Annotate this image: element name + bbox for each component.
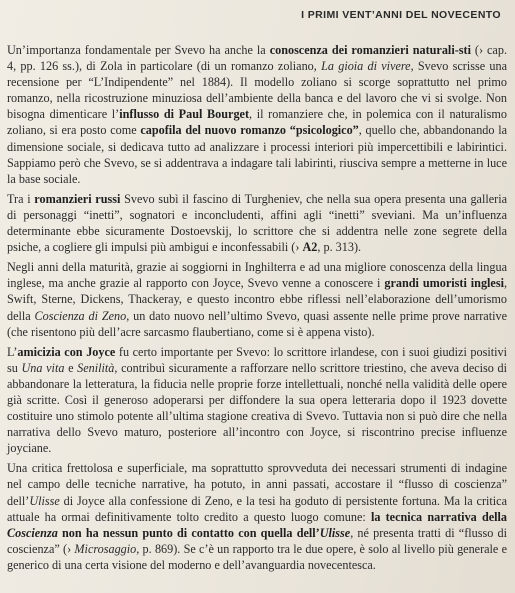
text-run: , Svevo scrisse una recensione per “L’Indipendente” nel 1884). Il modello zoliano si scorge soprattutto nel primo romanzo, nella ricostruzione minuziosa dell’ambiente della banca e del lavoro che vi si svolge. Non bisogna dimenticare l’: [7, 59, 507, 122]
text-run: , né presenta tratti di “flusso di coscienza” (›: [7, 525, 507, 556]
running-head: I PRIMI VENT’ANNI DEL NOVECENTO: [301, 9, 501, 21]
text-run: Negli anni della maturità, grazie ai soggiorni in Inghilterra e ad una migliore conoscenza della lingua inglese, ma anche grazie al rapporto con Joyce, Svevo venne a conoscere i: [7, 260, 507, 291]
italic-text: Una vita: [21, 360, 65, 375]
text-run: (› cap. 4, pp. 126 ss.), di Zola in particolare (di un romanzo zoliano,: [7, 43, 507, 74]
paragraph: [7, 42, 507, 187]
bold-text: A2: [302, 240, 318, 255]
italic-text: Senilità: [77, 360, 115, 375]
text-run: , quello che, abbandonando la dimensione sociale, si dedicava tutto ad analizzare i processi interiori più impercettibili e labirintici. Sappiamo però che Svevo, se si addentrava a indagare tali labirinti, riusciva sempre a metterne in luce la base sociale.: [7, 123, 507, 186]
text-run: fu certo importante per Svevo: lo scrittore irlandese, con i suoi giudizi positivi su: [7, 344, 507, 375]
bold-text: Ulisse: [319, 525, 351, 540]
text-run: e: [64, 360, 78, 375]
bold-text: influsso di Paul Bourget: [119, 107, 250, 122]
paragraph: [7, 259, 507, 339]
bold-text: grandi umoristi inglesi: [384, 276, 504, 291]
text-run: , Swift, Sterne, Dickens, Thackeray, e questo incontro ebbe riflessi nell’elaborazione dell’umorismo della: [7, 276, 508, 323]
paragraph: [7, 460, 507, 573]
bold-text: capofila del nuovo romanzo “psicologico”: [140, 123, 359, 138]
text-run: Una critica frettolosa e superficiale, ma soprattutto sprovveduta dei necessari strumenti di indagine nel campo delle tecniche narrative, ha potuto, in anni passati, accostare il “flusso di coscienza” dell’: [7, 461, 507, 508]
text-run: L’: [7, 344, 18, 359]
italic-text: Ulisse: [29, 493, 60, 508]
body-text: [7, 42, 507, 577]
italic-text: Microsaggio: [74, 541, 137, 556]
paragraph: [7, 191, 507, 255]
italic-text: La gioia di vivere: [321, 59, 411, 74]
bold-text: Coscienza: [7, 525, 58, 540]
text-run: , p. 869). Se c’è un rapporto tra le due opere, è solo al livello più generale e generico di una certa visione del moderno e dell’avanguardia novecentesca.: [7, 541, 507, 572]
text-run: , il romanziere che, in polemica con il naturalismo zoliano, si era posto come: [7, 107, 507, 138]
text-run: di Joyce alla confessione di Zeno, e la tesi ha goduto di persistente fortuna. Ma la critica attuale ha ormai definitivamente tolto credito a questo luogo comune:: [7, 493, 507, 524]
text-run: , contribuì sicuramente a rafforzare nello scrittore triestino, che aveva deciso di abbandonare la letteratura, la fiducia nelle proprie forze intellettuali, nonché nella validità delle opere già scritte. Così il generoso adoperarsi per diffondere la sua opera letteraria dopo il 1923 dovette costituire uno stimolo potente all’ultima stagione creativa di Svevo. Tuttavia non si può dire che nella narrativa dello Svevo maturo, posteriore all’incontro con Joyce, si riscontrino precise influenze joyciane.: [7, 360, 507, 456]
text-run: , p. 313).: [317, 240, 362, 255]
bold-text: non ha nessun punto di contatto con quella dell’: [57, 525, 320, 540]
text-run: Svevo subì il fascino di Turgheniev, che nella sua opera presenta una galleria di personaggi “inetti”, sognatori e inconcludenti, affini agli “inetti” sveviani. Ma un’influenza determinante ebbe sicuramente Dostoevskij, lo scrittore che si addentra nelle zone segrete della psiche, a cogliere gli impulsi più ambigui e inconfessabili (›: [7, 191, 507, 255]
italic-text: Coscienza di Zeno: [34, 308, 127, 323]
text-run: Tra i: [7, 191, 35, 206]
paragraph: [7, 344, 507, 457]
text-run: Un’importanza fondamentale per Svevo ha anche la: [7, 43, 270, 57]
bold-text: la tecnica narrativa della: [370, 509, 508, 524]
bold-text: amicizia con Joyce: [17, 344, 116, 359]
bold-text: conoscenza dei romanzieri naturali-sti: [269, 43, 471, 57]
bold-text: romanzieri russi: [34, 191, 121, 206]
text-run: , un dato nuovo nell’ultimo Svevo, quasi assente nelle prime prove narrative (che risentono più dell’acre sarcasmo flaubertiano, come si è appena visto).: [7, 308, 507, 339]
